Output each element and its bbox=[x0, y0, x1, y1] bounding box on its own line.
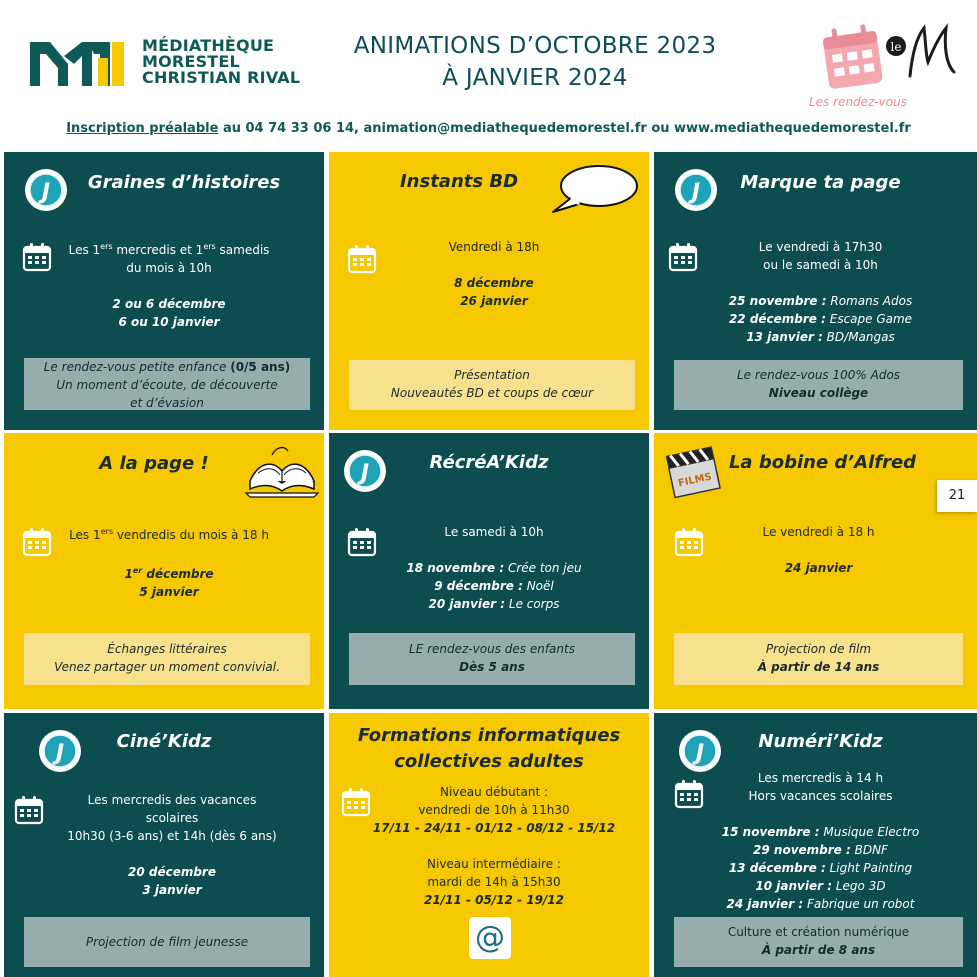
mediatheque-logo-icon bbox=[26, 34, 136, 90]
footer-line: Le rendez-vous 100% Ados bbox=[736, 368, 901, 382]
footer-line: Dès 5 ans bbox=[459, 660, 525, 674]
speech-bubble-icon bbox=[549, 164, 639, 216]
footer-line: et d’évasion bbox=[130, 396, 204, 410]
schedule-line: Niveau débutant : bbox=[439, 785, 549, 799]
schedule-line: Vendredi à 18h bbox=[448, 240, 540, 254]
logo-line: MORESTEL bbox=[142, 52, 240, 71]
card-footer bbox=[24, 917, 310, 967]
date-line: 24 janvier bbox=[784, 561, 853, 575]
event-line: 13 décembre : Light Painting bbox=[728, 861, 913, 875]
clapper-label: FILMS bbox=[677, 471, 713, 490]
card-title: Marque ta page bbox=[740, 172, 901, 193]
card-title: A la page ! bbox=[99, 453, 209, 474]
title-line: À JANVIER 2024 bbox=[442, 65, 628, 91]
card-footer bbox=[24, 358, 310, 410]
svg-text:J: J bbox=[360, 461, 370, 486]
card-schedule bbox=[359, 238, 629, 310]
schedule-line: mardi de 14h à 15h30 bbox=[427, 875, 561, 889]
schedule-line: du mois à 10h bbox=[126, 261, 212, 275]
date-line: 1er décembre bbox=[124, 566, 214, 581]
event-line: 15 novembre : Musique Electro bbox=[721, 825, 920, 839]
card-marque-ta-page bbox=[654, 152, 977, 430]
footer-line: Niveau collège bbox=[768, 386, 869, 400]
card-title: Instants BD bbox=[399, 171, 519, 192]
card-title: Graines d’histoires bbox=[87, 172, 281, 193]
card-title: Ciné’Kidz bbox=[116, 731, 212, 752]
footer-line: Projection de film jeunesse bbox=[85, 935, 249, 949]
card-footer bbox=[349, 360, 635, 410]
at-symbol: @ bbox=[475, 920, 505, 955]
logo-line: MÉDIATHÈQUE bbox=[142, 36, 275, 55]
svg-text:J: J bbox=[695, 741, 705, 766]
title-line: collectives adultes bbox=[394, 751, 584, 772]
inscription-link[interactable]: Inscription préalable bbox=[66, 121, 219, 136]
card-footer bbox=[24, 633, 310, 685]
footer-line: Venez partager un moment convivial. bbox=[54, 660, 280, 674]
date-line: 26 janvier bbox=[460, 294, 528, 308]
logo-text bbox=[142, 38, 300, 86]
date-line: 6 ou 10 janvier bbox=[118, 315, 220, 329]
card-schedule bbox=[34, 791, 310, 899]
card-schedule bbox=[674, 523, 963, 577]
card-footer bbox=[674, 633, 963, 685]
card-title: Numéri’Kidz bbox=[758, 731, 883, 752]
date-line: 8 décembre bbox=[454, 276, 534, 290]
inscription-contact: au 04 74 33 06 14, animation@mediathequedemorestel.fr ou www.mediathequedemorestel.fr bbox=[218, 121, 911, 136]
event-line: 10 janvier : Lego 3D bbox=[755, 879, 886, 893]
event-line: 22 décembre : Escape Game bbox=[728, 312, 913, 326]
schedule-line: Les 1ers vendredis du mois à 18 h bbox=[69, 527, 269, 542]
schedule-line: ou le samedi à 10h bbox=[763, 258, 878, 272]
footer-line: À partir de 14 ans bbox=[757, 660, 880, 674]
event-line: 9 décembre : Noël bbox=[434, 579, 554, 593]
card-title: La bobine d’Alfred bbox=[728, 452, 917, 473]
schedule-line: Le vendredi à 18 h bbox=[762, 525, 875, 539]
card-instants-bd bbox=[329, 152, 649, 430]
card-formations-informatiques bbox=[329, 713, 649, 977]
schedule-line: Le vendredi à 17h30 bbox=[758, 240, 883, 254]
date-line: 5 janvier bbox=[139, 585, 199, 599]
schedule-line: Niveau intermédiaire : bbox=[427, 857, 561, 871]
svg-text:J: J bbox=[41, 180, 51, 205]
date-line: 21/11 - 05/12 - 19/12 bbox=[423, 893, 564, 907]
at-sign-icon bbox=[469, 917, 511, 959]
card-title bbox=[329, 723, 649, 775]
event-line: 25 novembre : Romans Ados bbox=[728, 294, 913, 308]
footer-line: Projection de film bbox=[765, 642, 872, 656]
event-line: 29 novembre : BDNF bbox=[753, 843, 888, 857]
footer-line: Présentation bbox=[454, 368, 530, 382]
schedule-line: scolaires bbox=[145, 811, 199, 825]
card-graines-histoires bbox=[4, 152, 324, 430]
schedule-line: vendredi de 10h à 11h30 bbox=[418, 803, 570, 817]
logo-line: CHRISTIAN RIVAL bbox=[142, 68, 301, 87]
footer-line: Culture et création numérique bbox=[727, 925, 910, 939]
date-line: 20 décembre bbox=[127, 865, 216, 879]
footer-line: Échanges littéraires bbox=[107, 642, 227, 656]
date-line: 2 ou 6 décembre bbox=[112, 297, 226, 311]
page-title bbox=[330, 30, 740, 94]
card-footer bbox=[674, 917, 963, 967]
footer-line: LE rendez-vous des enfants bbox=[409, 642, 575, 656]
event-line: 18 novembre : Crée ton jeu bbox=[406, 561, 582, 575]
schedule-line: Le samedi à 10h bbox=[444, 525, 544, 539]
schedule-line: Les mercredis à 14 h bbox=[757, 771, 884, 785]
footer-line: Le rendez-vous petite enfance (0/5 ans) bbox=[43, 360, 291, 374]
date-line: 17/11 - 24/11 - 01/12 - 08/12 - 15/12 bbox=[372, 821, 616, 835]
page-number-badge: 21 bbox=[937, 480, 977, 512]
event-line: 24 janvier : Fabrique un robot bbox=[726, 897, 915, 911]
card-bobine-alfred bbox=[654, 433, 977, 709]
rendez-vous-caption: Les rendez-vous bbox=[809, 95, 907, 109]
date-line: 3 janvier bbox=[142, 883, 202, 897]
footer-line: Un moment d’écoute, de découverte bbox=[56, 378, 278, 392]
title-line: ANIMATIONS D’OCTOBRE 2023 bbox=[353, 33, 717, 59]
card-schedule bbox=[674, 769, 967, 913]
footer-line: À partir de 8 ans bbox=[761, 943, 876, 957]
svg-text:J: J bbox=[55, 741, 65, 766]
card-schedule bbox=[349, 783, 639, 909]
open-book-icon bbox=[244, 441, 320, 499]
card-schedule bbox=[34, 238, 304, 331]
schedule-line: Les mercredis des vacances bbox=[87, 793, 257, 807]
schedule-line: Les 1ers mercredis et 1ers samedis bbox=[68, 242, 270, 257]
card-schedule bbox=[359, 523, 629, 613]
event-line: 20 janvier : Le corps bbox=[428, 597, 560, 611]
card-footer bbox=[674, 360, 963, 410]
inscription-line bbox=[0, 121, 977, 136]
card-recreakidz bbox=[329, 433, 649, 709]
card-title: RécréA’Kidz bbox=[429, 452, 549, 473]
card-a-la-page bbox=[4, 433, 324, 709]
card-cinekidz bbox=[4, 713, 324, 977]
header bbox=[0, 0, 977, 150]
card-schedule bbox=[674, 238, 967, 346]
event-line: 13 janvier : BD/Mangas bbox=[746, 330, 895, 344]
footer-line: Nouveautés BD et coups de cœur bbox=[390, 386, 594, 400]
card-numerikidz bbox=[654, 713, 977, 977]
title-line: Formations informatiques bbox=[357, 725, 621, 746]
schedule-line: 10h30 (3-6 ans) et 14h (dès 6 ans) bbox=[67, 829, 277, 843]
schedule-line: Hors vacances scolaires bbox=[748, 789, 893, 803]
svg-text:J: J bbox=[691, 180, 701, 205]
rdv-le-text: le bbox=[890, 40, 902, 54]
card-footer bbox=[349, 633, 635, 685]
card-schedule bbox=[34, 523, 304, 601]
